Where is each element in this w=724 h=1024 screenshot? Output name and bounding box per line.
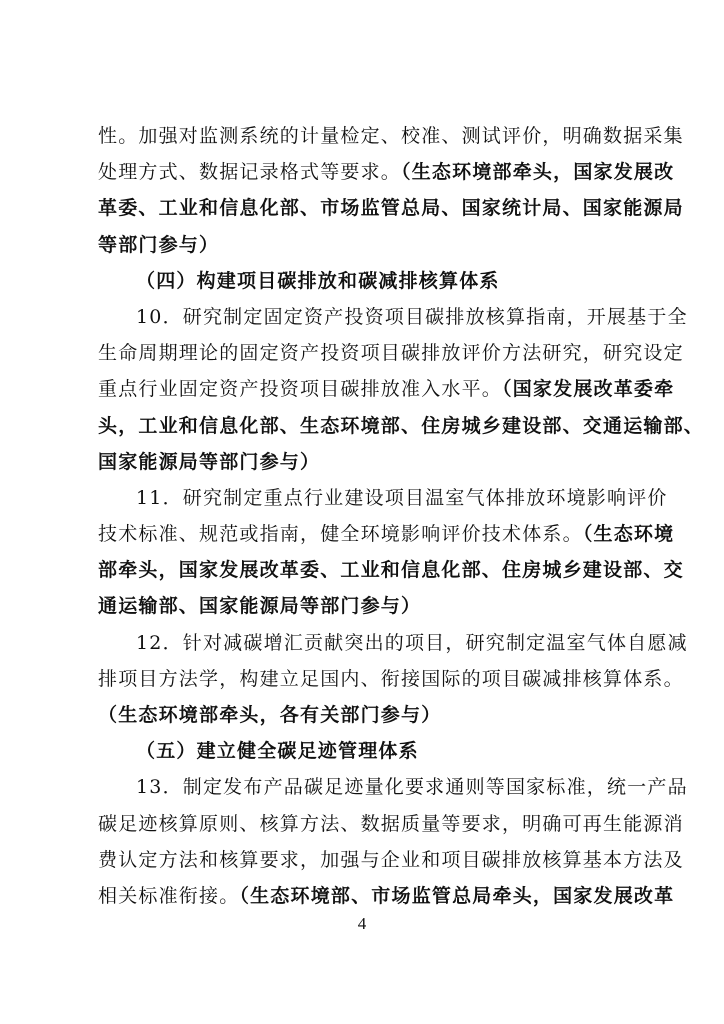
section-heading: （四）构建项目碳排放和碳减排核算体系 [136, 269, 500, 292]
page-number: 4 [357, 914, 367, 933]
text-line: 11．研究制定重点行业建设项目温室气体排放环境影响评价 [136, 486, 668, 509]
text-line: 排项目方法学，构建立足国内、衔接国际的项目碳减排核算体系。 [98, 667, 684, 690]
document-body [98, 118, 705, 914]
text-line: 头，工业和信息化部、生态环境部、住房城乡建设部、交通运输部、 [98, 414, 705, 437]
text-line: 国家能源局等部门参与） [98, 450, 321, 473]
section-heading: （五）建立健全碳足迹管理体系 [136, 740, 419, 763]
text-line: 技术标准、规范或指南，健全环境影响评价技术体系。（生态环境 [98, 523, 675, 546]
text-line: 革委、工业和信息化部、市场监管总局、国家统计局、国家能源局 [98, 197, 684, 220]
text-line: 碳足迹核算原则、核算方法、数据质量等要求，明确可再生能源消 [98, 812, 684, 835]
text-line: 等部门参与） [98, 233, 220, 256]
text-line: 通运输部、国家能源局等部门参与） [98, 595, 422, 618]
text-line: 重点行业固定资产投资项目碳排放准入水平。（国家发展改革委牵 [98, 378, 675, 401]
text-line: 性。加强对监测系统的计量检定、校准、测试评价，明确数据采集 [98, 125, 684, 147]
text-line: 部牵头，国家发展改革委、工业和信息化部、住房城乡建设部、交 [98, 559, 684, 582]
text-line: 13．制定发布产品碳足迹量化要求通则等国家标准，统一产品 [136, 776, 688, 799]
text-line: 生命周期理论的固定资产投资项目碳排放评价方法研究，研究设定 [98, 342, 684, 365]
text-line: 相关标准衔接。（生态环境部、市场监管总局牵头，国家发展改革 [98, 884, 675, 907]
text-line: （生态环境部牵头，各有关部门参与） [98, 704, 442, 726]
text-line: 12．针对减碳增汇贡献突出的项目，研究制定温室气体自愿减 [136, 631, 688, 654]
text-line: 处理方式、数据记录格式等要求。（生态环境部牵头，国家发展改 [98, 161, 675, 184]
text-line: 10．研究制定固定资产投资项目碳排放核算指南，开展基于全 [136, 305, 688, 328]
text-line: 费认定方法和核算要求，加强与企业和项目碳排放核算基本方法及 [98, 848, 684, 871]
